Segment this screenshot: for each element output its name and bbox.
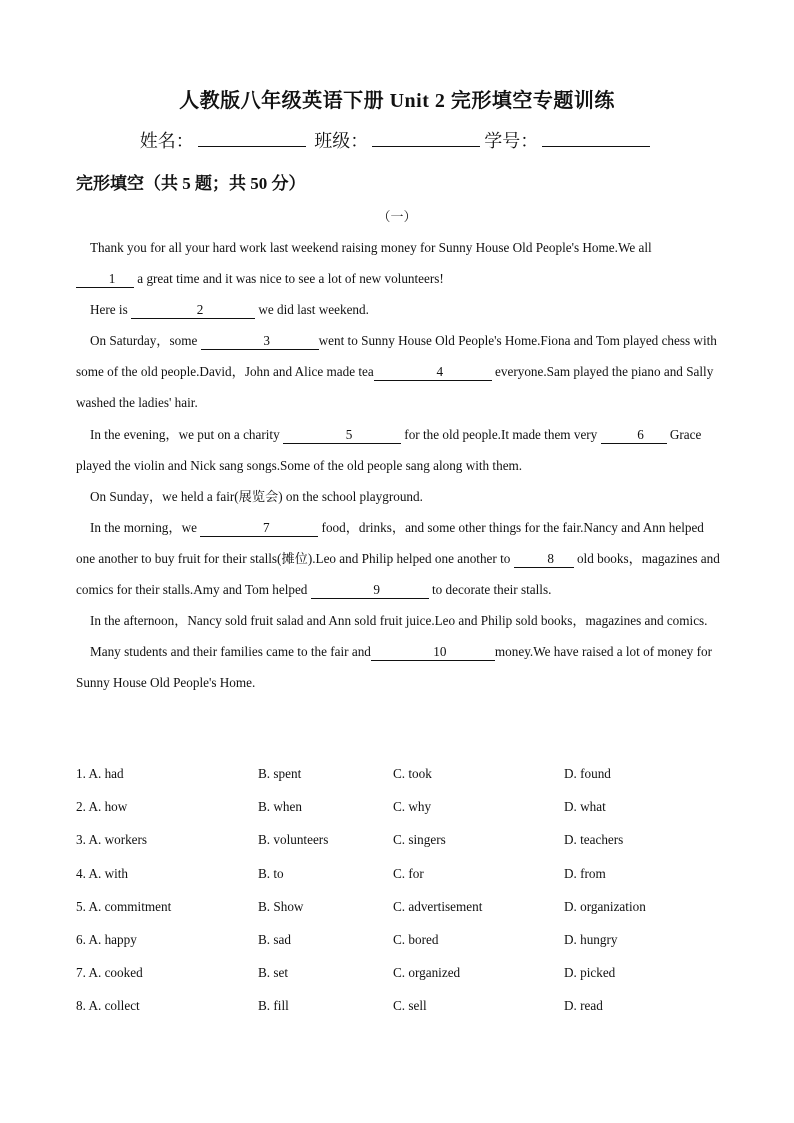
- option-b[interactable]: B. spent: [258, 766, 302, 781]
- option-row: [76, 766, 756, 799]
- option-row: [76, 932, 756, 965]
- option-row: [76, 866, 756, 899]
- option-d[interactable]: D. from: [564, 865, 606, 881]
- option-c[interactable]: C. sell: [393, 998, 427, 1014]
- option-d[interactable]: D. organization: [564, 898, 646, 914]
- name-blank[interactable]: [198, 132, 306, 147]
- option-c[interactable]: C. why: [393, 799, 432, 815]
- passage-text: a great time and it was nice to see a lot of new volunteers!: [134, 271, 444, 287]
- section-heading: 完形填空（共 5 题；共 50 分）: [76, 174, 306, 193]
- name-label: 姓名：: [139, 131, 194, 151]
- option-b[interactable]: B. sad: [258, 931, 291, 947]
- blank-10: 10: [371, 644, 495, 661]
- passage-text: In the evening，we put on a charity: [90, 426, 283, 442]
- paragraph: [76, 325, 720, 418]
- passage-text: Many students and their families came to the fair and: [90, 644, 371, 660]
- option-c[interactable]: C. advertisement: [393, 898, 483, 914]
- option-d[interactable]: D. what: [564, 799, 606, 815]
- option-c[interactable]: C. organized: [393, 965, 461, 981]
- passage-text: In the afternoon，Nancy sold fruit salad and Ann sold fruit juice.Leo and Philip sold books，magazines and comics.: [90, 613, 708, 629]
- paragraph: [76, 512, 720, 605]
- blank-3: 3: [201, 333, 319, 350]
- option-c[interactable]: C. took: [393, 766, 432, 781]
- student-info-line: [0, 127, 794, 153]
- option-d[interactable]: D. picked: [564, 965, 616, 981]
- passage-text: Grace played the violin and Nick sang songs.Some of the old people sang along with them.: [76, 426, 702, 473]
- option-row: [76, 899, 756, 932]
- option-d[interactable]: D. read: [564, 998, 603, 1014]
- option-d[interactable]: D. hungry: [564, 931, 618, 947]
- option-c[interactable]: C. for: [393, 865, 424, 881]
- option-a[interactable]: 7. A. cooked: [76, 965, 143, 981]
- passage-text: Here is: [90, 302, 132, 318]
- passage-text: for the old people.It made them very: [401, 426, 601, 442]
- option-a[interactable]: 1. A. had: [76, 766, 124, 781]
- passage-text: to decorate their stalls.: [428, 582, 552, 598]
- blank-7: 7: [200, 520, 318, 537]
- cloze-passage: [76, 232, 720, 698]
- paragraph: [76, 605, 720, 636]
- blank-2: 2: [131, 302, 255, 319]
- option-b[interactable]: B. set: [258, 965, 289, 981]
- passage-text: went to Sunny House Old People's Home.Fiona and Tom played chess with some of the old people.David，John and Alice made tea: [76, 333, 717, 380]
- class-blank[interactable]: [372, 132, 480, 147]
- paragraph: [76, 481, 720, 512]
- option-a[interactable]: 6. A. happy: [76, 931, 137, 947]
- id-blank[interactable]: [542, 132, 650, 147]
- passage-text: In the morning，we: [90, 519, 201, 535]
- paragraph: [76, 419, 720, 481]
- option-row: [76, 832, 756, 865]
- option-b[interactable]: B. fill: [258, 998, 289, 1014]
- option-row: [76, 998, 756, 1031]
- option-a[interactable]: 4. A. with: [76, 865, 129, 881]
- blank-8: 8: [514, 551, 574, 568]
- part-label: （一）: [377, 209, 417, 224]
- option-c[interactable]: C. bored: [393, 931, 439, 947]
- answer-options: [76, 766, 756, 1032]
- option-b[interactable]: B. Show: [258, 898, 304, 914]
- passage-text: everyone.Sam played the piano and Sally washed the ladies' hair.: [76, 364, 714, 411]
- passage-text: we did last weekend.: [255, 302, 369, 318]
- option-a[interactable]: 3. A. workers: [76, 832, 148, 848]
- paragraph: [76, 232, 720, 294]
- blank-5: 5: [283, 427, 401, 444]
- passage-text: food，drinks，and some other things for the fair.Nancy and Ann helped one another to buy fruit for their stalls(摊位).Leo and Philip helped one another to: [76, 519, 704, 566]
- passage-text: On Saturday，some: [90, 333, 201, 349]
- option-row: [76, 799, 756, 832]
- class-label: 班级：: [314, 131, 369, 151]
- option-d[interactable]: D. found: [564, 766, 611, 781]
- option-b[interactable]: B. when: [258, 799, 302, 815]
- blank-6: 6: [601, 427, 667, 444]
- id-label: 学号：: [484, 131, 539, 151]
- option-a[interactable]: 8. A. collect: [76, 998, 140, 1014]
- blank-1: 1: [76, 271, 134, 288]
- passage-text: On Sunday，we held a fair(展览会) on the school playground.: [90, 488, 423, 504]
- option-a[interactable]: 2. A. how: [76, 799, 128, 815]
- option-d[interactable]: D. teachers: [564, 832, 624, 848]
- passage-text: money.We have raised a lot of money for Sunny House Old People's Home.: [76, 644, 712, 691]
- paragraph: [76, 294, 720, 325]
- blank-4: 4: [374, 364, 492, 381]
- option-b[interactable]: B. to: [258, 865, 284, 881]
- option-c[interactable]: C. singers: [393, 832, 446, 848]
- page-title: 人教版八年级英语下册 Unit 2 完形填空专题训练: [179, 90, 615, 112]
- paragraph: [76, 636, 720, 698]
- option-b[interactable]: B. volunteers: [258, 832, 329, 848]
- option-row: [76, 965, 756, 998]
- passage-text: old books，magazines and comics for their stalls.Amy and Tom helped: [76, 550, 720, 598]
- option-a[interactable]: 5. A. commitment: [76, 898, 172, 914]
- passage-text: Thank you for all your hard work last weekend raising money for Sunny House Old People's Home.We all: [90, 240, 652, 255]
- blank-9: 9: [311, 582, 429, 599]
